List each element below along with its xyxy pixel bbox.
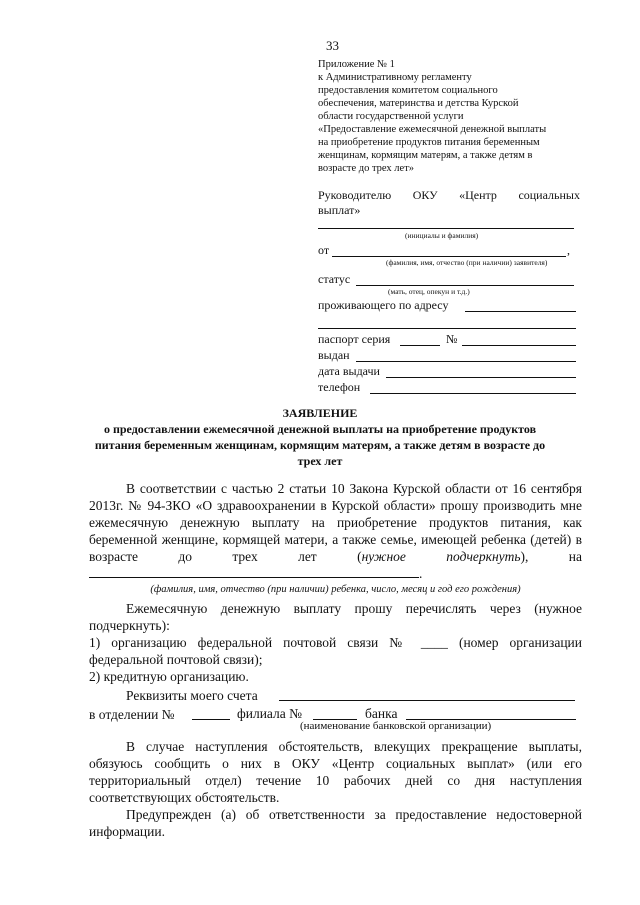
issue-date-line[interactable] (386, 377, 576, 378)
status-line[interactable] (356, 285, 574, 286)
passport-series-line[interactable] (400, 345, 440, 346)
recipient-word: Руководителю (318, 188, 392, 202)
appendix-line: предоставления комитетом социального (318, 85, 498, 96)
title-subline: трех лет (297, 454, 343, 468)
recipient-word: «Центр (459, 188, 497, 202)
appendix-line: «Предоставление ежемесячной денежной выплаты (318, 124, 547, 135)
from-label: от (318, 243, 330, 257)
appendix-line: возрасте до трех лет» (318, 163, 415, 174)
underline-note: нужное подчеркнуть (361, 549, 521, 564)
title-subline: о предоставлении ежемесячной денежной выплаты на приобретение продуктов (103, 422, 537, 436)
phone-line[interactable] (370, 393, 576, 394)
address-label: проживающего по адресу (318, 298, 449, 312)
from-comma: , (567, 243, 570, 257)
appendix-line: Приложение № 1 (318, 59, 395, 70)
paragraph-request-end: ), на (520, 549, 582, 564)
title-subline: питания беременным женщинам, кормящим матерям, а также детям в возрасте до (94, 438, 546, 452)
paragraph-request-text: В соответствии с частью 2 статьи 10 Закона Курской области от 16 сентября 2013г. № 94-ЗКО «О здравоохранении в Курской области» прошу производить мне ежемесячную денежную выплату на приобретение продуктов питания, как беременной женщине, кормящей матери, а также семье, имеющей ребенка (детей) в возрасте до трех лет ( (89, 481, 582, 564)
status-label: статус (318, 272, 351, 286)
appendix-line: области государственной услуги (318, 111, 464, 122)
paragraph-request: В соответствии с частью 2 статьи 10 Закона Курской области от 16 сентября 2013г. № 94-ЗКО «О здравоохранении в Курской области» прошу производить мне ежемесячную денежную выплату на приобретение продуктов питания, как беременной женщине, кормящей матери, а также семье, имеющей ребенка (детей) в возрасте до трех лет (нужное подчеркнуть), на. (89, 481, 582, 581)
bank-caption: (наименование банковской организации) (300, 720, 492, 732)
initials-caption: (инициалы и фамилия) (405, 231, 479, 240)
from-caption: (фамилия, имя, отчество (при наличии) заявителя) (386, 258, 548, 267)
address-line-2[interactable] (318, 328, 576, 329)
initials-line[interactable] (318, 228, 574, 229)
passport-number-line[interactable] (462, 345, 576, 346)
status-caption: (мать, отец, опекун и т.д.) (388, 287, 470, 296)
paragraph-transfer: Ежемесячную денежную выплату прошу перечислять через (нужное подчеркнуть): (89, 601, 582, 633)
option-post: 1) организацию федеральной почтовой связи № ____ (номер организации федеральной почтовой связи); (89, 635, 582, 667)
issued-label: выдан (318, 348, 350, 362)
appendix-line: на приобретение продуктов питания беременным (318, 137, 540, 148)
account-details-label: Реквизиты моего счета (126, 688, 258, 703)
appendix-line: женщинам, кормящим матерям, а также детям в (318, 150, 533, 161)
account-details-line[interactable] (279, 700, 575, 701)
address-line[interactable] (465, 311, 576, 312)
page-number: 33 (326, 38, 339, 53)
phone-label: телефон (318, 380, 361, 394)
bank-label: банка (365, 706, 398, 721)
issued-line[interactable] (356, 361, 576, 362)
filial-label: филиала № (237, 706, 303, 721)
branch-label: в отделении № (89, 707, 175, 722)
appendix-line: обеспечения, материнства и детства Курской (318, 98, 519, 109)
branch-line[interactable] (192, 719, 230, 720)
from-line[interactable] (332, 256, 566, 257)
child-info-caption: (фамилия, имя, отчество (при наличии) ребенка, число, месяц и год его рождения) (150, 584, 521, 595)
passport-label: паспорт серия (318, 332, 391, 346)
paragraph-obligation: В случае наступления обстоятельств, влекущих прекращение выплаты, обязуюсь сообщить о них в ОКУ «Центр социальных выплат» (или его территориальный отдел) течение 10 рабочих дней со дня наступления соответствующих обстоятельств. (89, 739, 582, 805)
recipient-word: социальных (518, 188, 580, 202)
issue-date-label: дата выдачи (318, 364, 380, 378)
passport-number-label: № (446, 332, 458, 346)
paragraph-warning: Предупрежден (а) об ответственности за предоставление недостоверной информации. (89, 807, 582, 839)
recipient-word: ОКУ (412, 188, 438, 202)
option-bank: 2) кредитную организацию. (89, 669, 249, 684)
appendix-block (318, 58, 580, 175)
child-info-line[interactable] (89, 566, 419, 578)
recipient-line2: выплат» (318, 203, 361, 217)
document-title: ЗАЯВЛЕНИЕ (282, 406, 358, 420)
appendix-line: к Административному регламенту (318, 72, 472, 83)
recipient-header (318, 188, 580, 218)
